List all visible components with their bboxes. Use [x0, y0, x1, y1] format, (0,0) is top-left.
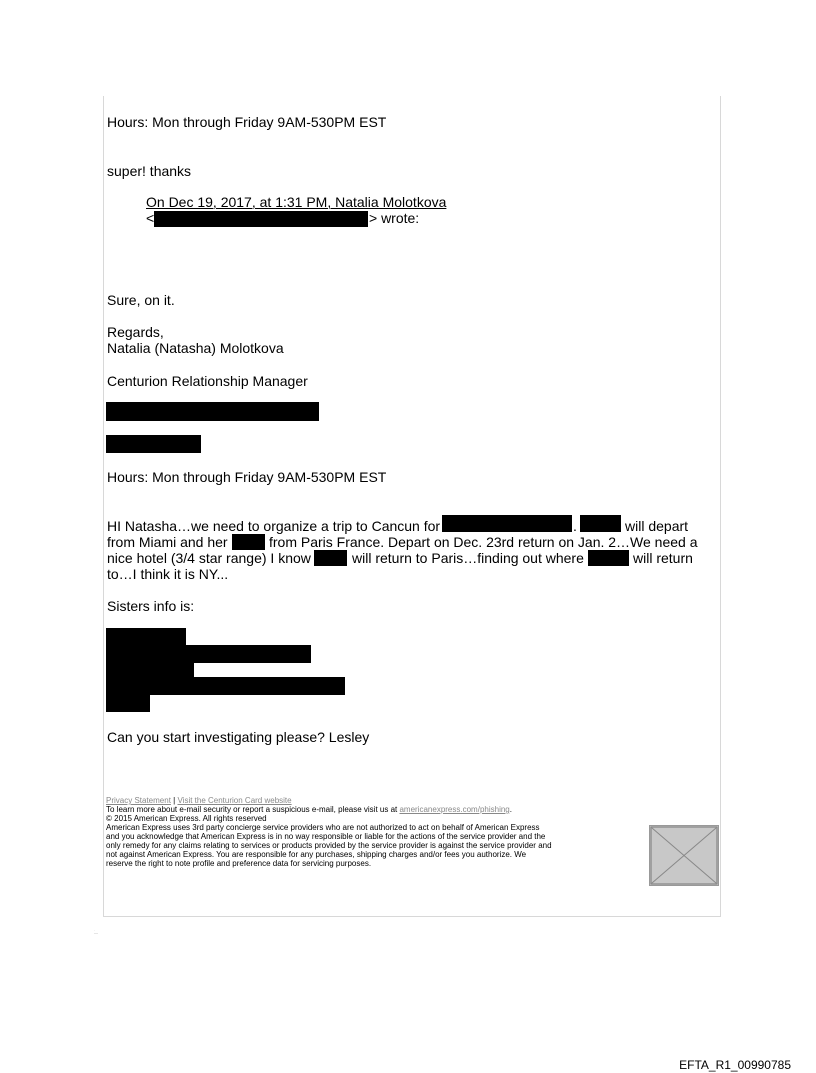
footer-security	[106, 805, 512, 814]
message-line-1c: will depart	[625, 518, 689, 534]
privacy-statement-link[interactable]: Privacy Statement	[106, 796, 171, 805]
hours-text-bottom: Hours: Mon through Friday 9AM-530PM EST	[107, 469, 387, 485]
tiny-mark: · ‥‥	[94, 928, 99, 935]
image-x-icon	[650, 826, 718, 885]
redaction-sister-3	[106, 662, 194, 678]
redaction-name-2	[232, 534, 265, 550]
redaction-name-3	[314, 550, 347, 566]
redaction-signature-1	[106, 402, 319, 421]
quote-header-open: <	[146, 210, 155, 226]
centurion-website-link[interactable]: Visit the Centurion Card website	[177, 796, 292, 805]
signature-title: Centurion Relationship Manager	[107, 373, 308, 389]
footer-separator: |	[173, 796, 176, 805]
security-text: To learn more about e-mail security or report a suspicious e-mail, please visit us at	[106, 805, 398, 814]
closing-line: Can you start investigating please? Lesley	[107, 729, 370, 745]
broken-image-placeholder-icon	[649, 825, 719, 886]
redaction-sister-2	[106, 645, 311, 663]
redaction-name-1	[580, 515, 621, 532]
redaction-name-4	[588, 550, 629, 566]
document-id-stamp: EFTA_R1_00990785	[679, 1058, 791, 1072]
footer-copyright: © 2015 American Express. All rights reserved	[106, 814, 267, 823]
security-period: .	[509, 805, 512, 814]
message-line-3a: nice hotel (3/4 star range) I know	[107, 550, 311, 566]
message-line-1a: HI Natasha…we need to organize a trip to Cancun for	[107, 518, 441, 534]
message-line-3b: will return to Paris…finding out where	[352, 550, 584, 566]
footer-disclaimer-4: not against American Express. You are responsible for any purchases, shipping charges and/or fees you authorize. We	[106, 850, 527, 859]
hours-text-top: Hours: Mon through Friday 9AM-530PM EST	[107, 114, 387, 130]
redaction-names	[442, 515, 572, 532]
sisters-info-label: Sisters info is:	[107, 598, 195, 614]
quote-header-line: On Dec 19, 2017, at 1:31 PM, Natalia Molotkova	[146, 194, 447, 210]
footer-disclaimer-1: American Express uses 3rd party concierge service providers who are not authorized to act on behalf of American Express	[106, 823, 540, 832]
message-line-1b: .	[573, 518, 577, 534]
footer-disclaimer-2: and you acknowledge that American Express is in no way responsible or liable for the actions of the service provider and the	[106, 832, 546, 841]
regards-text: Regards,	[107, 324, 164, 340]
redaction-sister-1	[106, 628, 186, 645]
signature-name: Natalia (Natasha) Molotkova	[107, 340, 284, 356]
quote-header-wrote: > wrote:	[369, 210, 420, 226]
reply-thanks: super! thanks	[107, 163, 192, 179]
message-line-4: to…I think it is NY...	[107, 566, 229, 582]
redaction-sister-5	[106, 694, 150, 712]
message-line-3c: will return	[633, 550, 693, 566]
footer-links	[106, 796, 292, 805]
message-line-2a: from Miami and her	[107, 534, 228, 550]
footer-disclaimer-5: reserve the right to note profile and preference data for servicing purposes.	[106, 859, 372, 868]
redaction-email-address	[154, 211, 368, 227]
redaction-sister-4	[106, 677, 345, 695]
reply-sure: Sure, on it.	[107, 292, 175, 308]
message-line-2b: from Paris France. Depart on Dec. 23rd return on Jan. 2…We need a	[269, 534, 698, 550]
phishing-link[interactable]: americanexpress.com/phishing	[399, 805, 510, 814]
redaction-signature-2	[106, 435, 201, 453]
footer-disclaimer-3: only remedy for any claims relating to services or products provided by the service provider is against the service provider and	[106, 841, 552, 850]
